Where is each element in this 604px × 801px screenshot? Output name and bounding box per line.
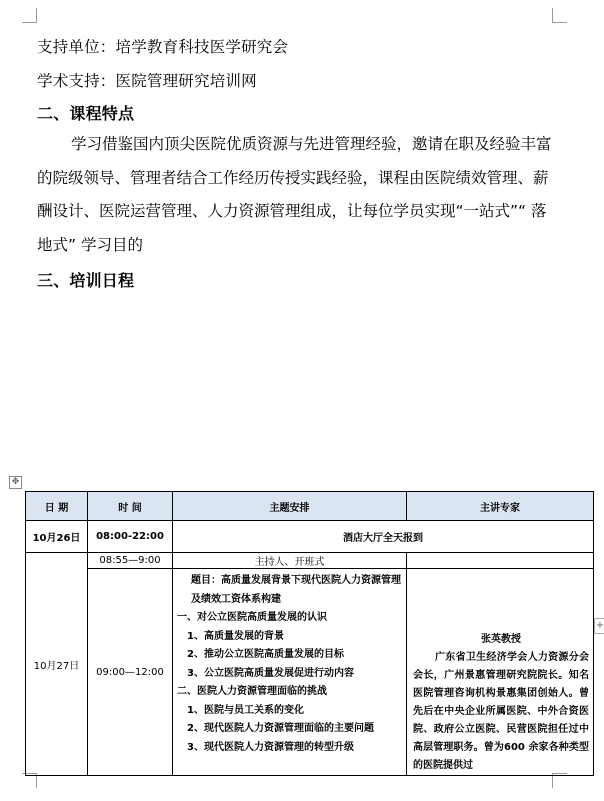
header-topic: 主题安排: [173, 492, 407, 521]
topic-line: 1、医院与员工关系的变化: [187, 704, 304, 716]
topic-line: 一、对公立医院高质量发展的认识: [177, 612, 327, 623]
row2-time: 08:55—9:00: [88, 553, 173, 569]
course-features-text: 学习借鉴国内顶尖医院优质资源与先进管理经验，邀请在职及经验丰富的院级领导、管理者结合工作经历传授实践经验，课程由医院绩效管理、薪酬设计、医院运营管理、人力资源管理组成，让每位学员实现“一站式”“ 落地式” 学习目的: [37, 135, 552, 254]
course-features-paragraph: [37, 128, 557, 262]
topic-line: 3、现代医院人力资源管理的转型升级: [187, 741, 354, 753]
table-header-row: [26, 492, 594, 521]
table-row: [26, 521, 594, 553]
section-title-course-features: 二、课程特点: [37, 104, 135, 123]
row1-date: 10月26日: [26, 521, 88, 553]
row1-content: 酒店大厅全天报到: [173, 521, 594, 553]
row3-topic: [173, 569, 407, 776]
crop-mark-top-right: [552, 8, 567, 23]
topic-line: 二、医院人力资源管理面临的挑战: [177, 686, 327, 697]
row3-time: 09:00—12:00: [88, 569, 173, 776]
topic-line: 3、公立医院高质量发展促进行动内容: [187, 667, 354, 679]
header-time: 时 间: [88, 492, 173, 521]
schedule-table: [25, 491, 594, 776]
academic-support-line: 学术支持：医院管理研究培训网: [37, 72, 257, 90]
table-move-handle-icon[interactable]: ✥: [9, 476, 22, 489]
crop-mark-top-left: [22, 8, 37, 23]
row2-content: 主持人、开班式: [173, 553, 407, 569]
header-date: 日 期: [26, 492, 88, 521]
topic-line: 2、现代医院人力资源管理面临的主要问题: [187, 723, 374, 734]
expert-bio: 广东省卫生经济学会人力资源分会会长，广州景惠管理研究院院长。知名医院管理咨询机构景惠集团创始人。曾先后在中央企业所属医院、中外合资医院、政府公立医院、民营医院担任过中高层管理职务。曾为600 余家各种类型的医院提供过: [413, 652, 589, 771]
add-column-icon[interactable]: +: [594, 618, 604, 634]
row3-date: 10月27日: [26, 553, 88, 776]
row1-time: 08:00-22:00: [88, 521, 173, 553]
row2-expert-empty: [407, 553, 594, 569]
topic-line: 2、推动公立医院高质量发展的目标: [187, 649, 344, 660]
section-title-training-schedule: 三、培训日程: [37, 271, 135, 290]
header-expert: 主讲专家: [407, 492, 594, 521]
topic-line: 1、高质量发展的背景: [187, 630, 284, 642]
support-unit-line: 支持单位：培学教育科技医学研究会: [37, 38, 289, 56]
table-row: [26, 553, 594, 569]
row3-expert: [407, 569, 594, 776]
topic-title: 题目：高质量发展背景下现代医院人力资源管理及绩效工资体系构建: [191, 575, 401, 605]
table-row: [26, 569, 594, 776]
expert-name: 张英教授: [481, 634, 521, 645]
